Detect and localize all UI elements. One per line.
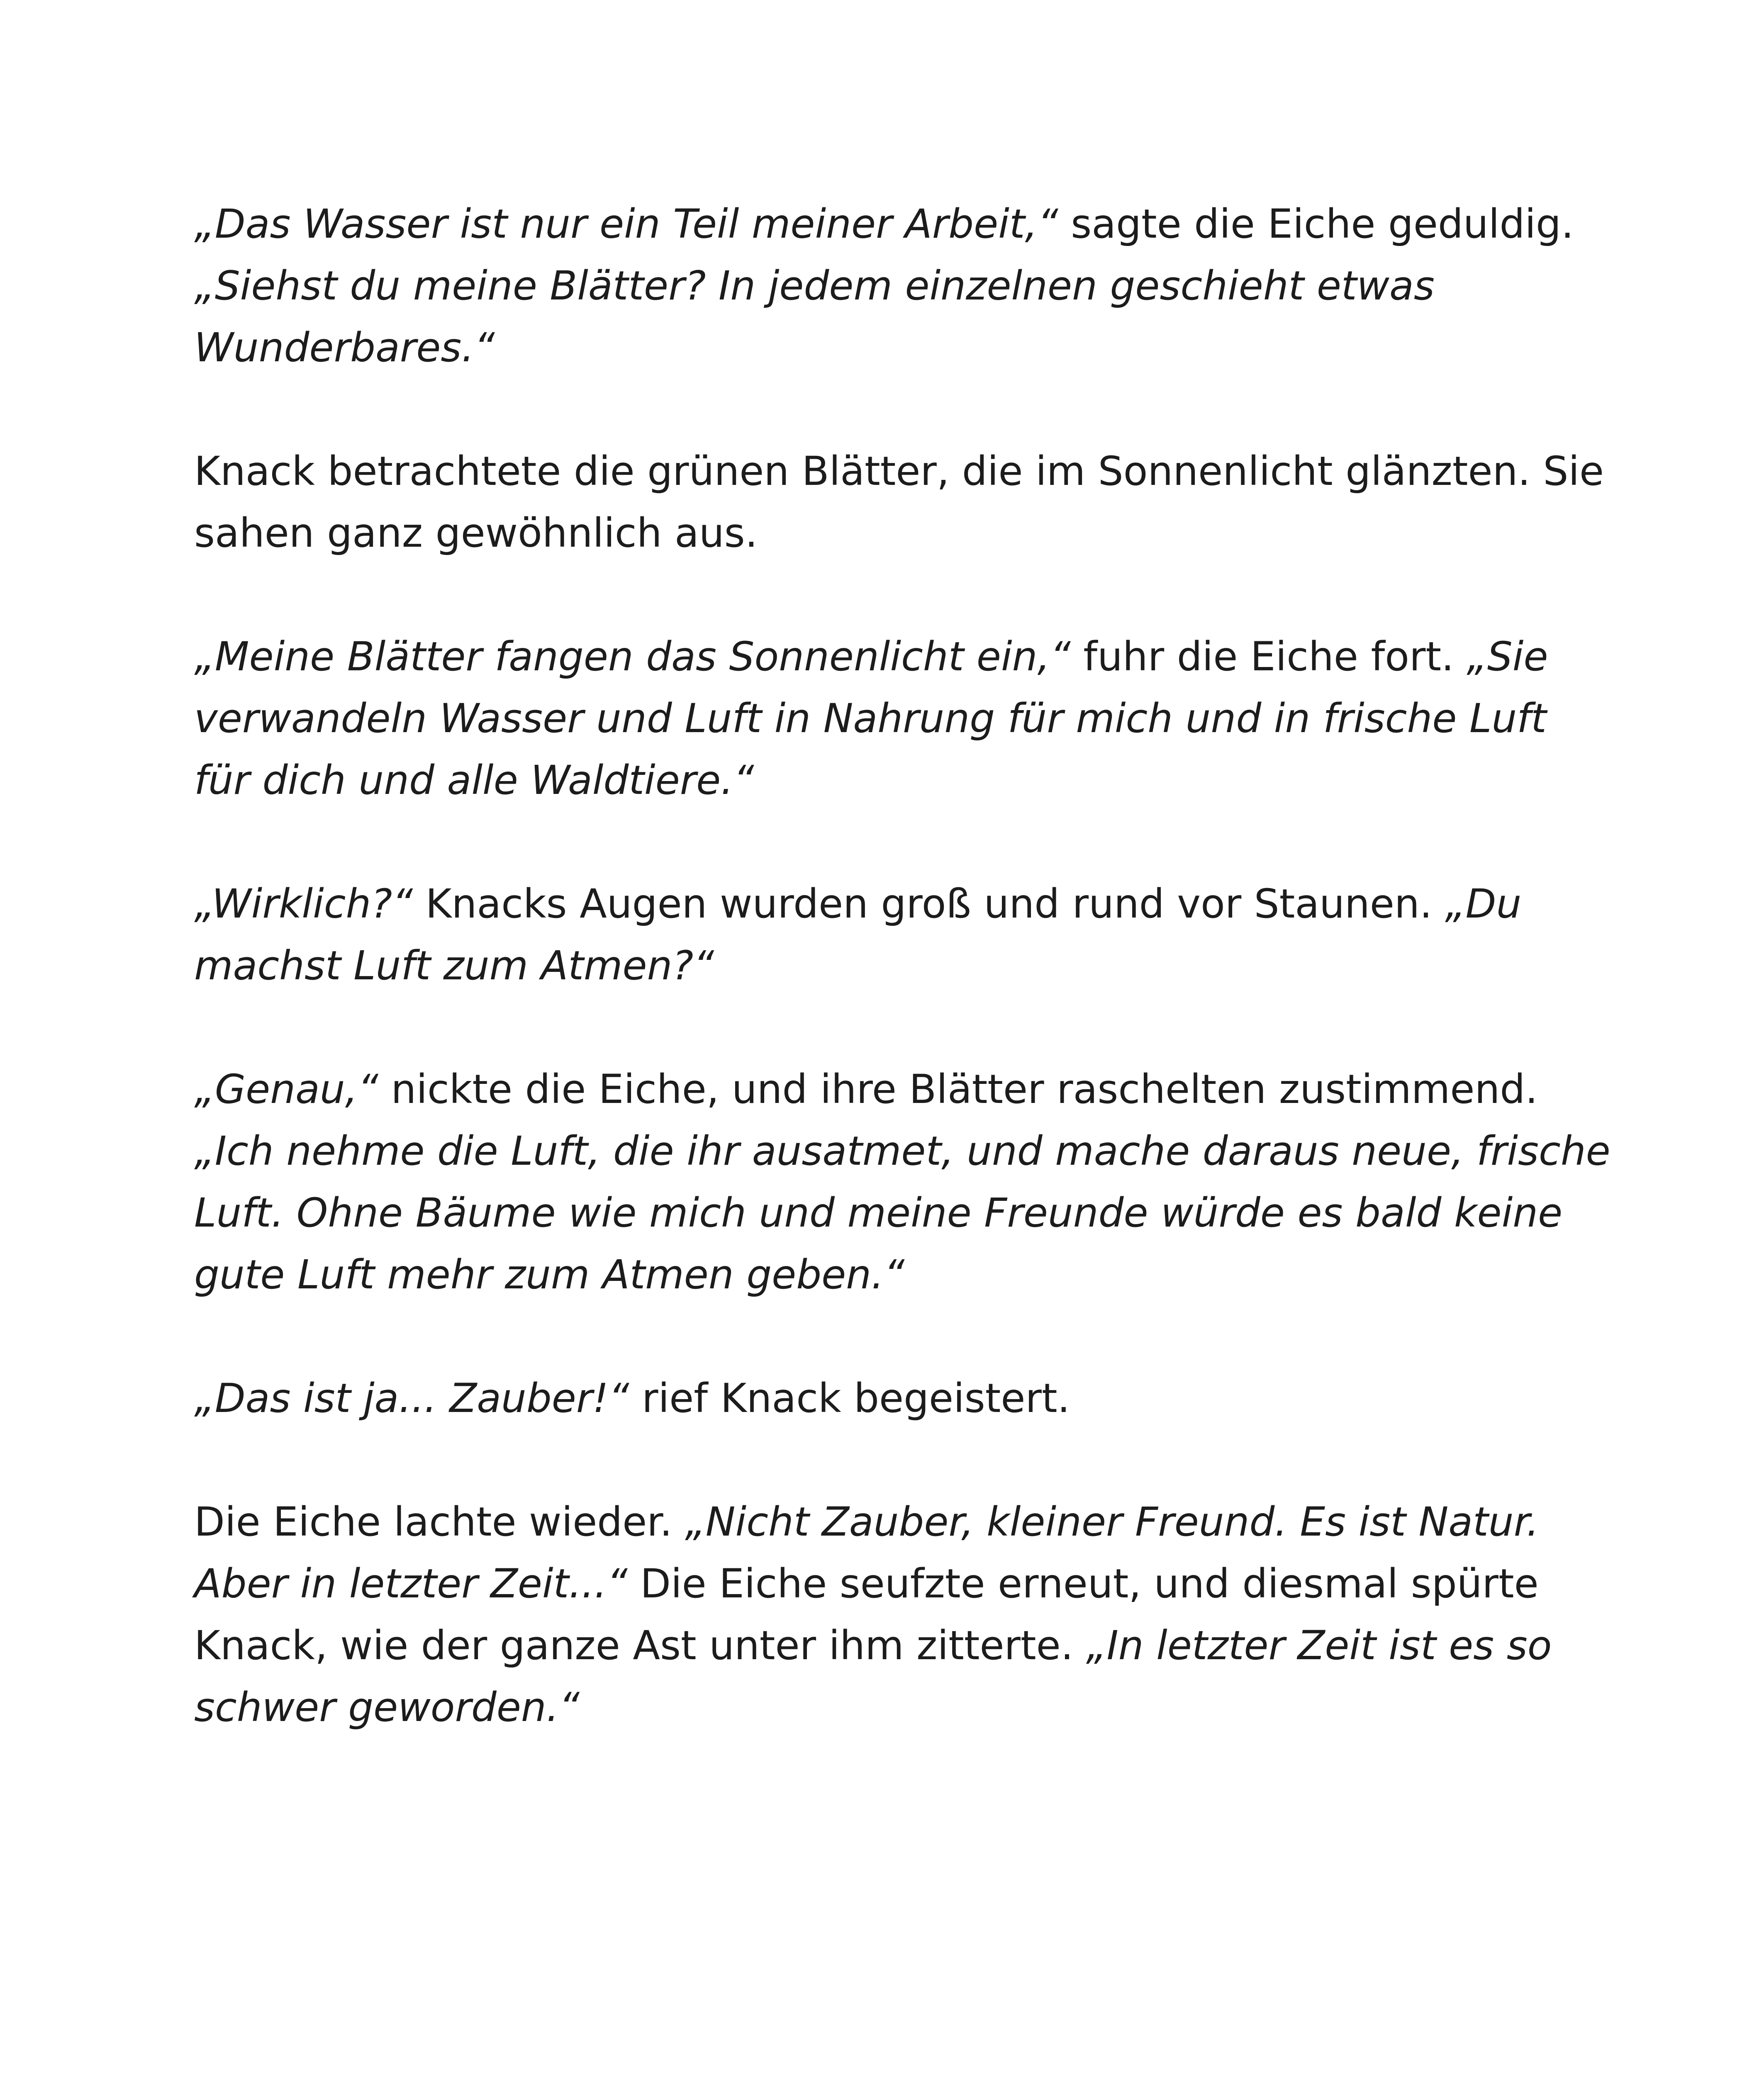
quote: „Siehst du meine Blätter? In jedem einzelnen geschieht etwas Wunderbares.“ <box>194 263 1435 371</box>
narration: nickte die Eiche, und ihre Blätter raschelten zustimmend. <box>378 1066 1538 1112</box>
paragraph-1 <box>194 193 1613 379</box>
story-text <box>194 193 1613 1738</box>
paragraph-6 <box>194 1368 1613 1429</box>
narration: Knacks Augen wurden groß und rund vor Staunen. <box>413 881 1445 927</box>
quote: „Genau,“ <box>194 1066 378 1112</box>
narration: fuhr die Eiche fort. <box>1070 633 1467 680</box>
quote: „Ich nehme die Luft, die ihr ausatmet, und mache daraus neue, frische Luft. Ohne Bäume wie mich und meine Freunde würde es bald keine gute Luft mehr zum Atmen geben.“ <box>194 1128 1611 1298</box>
quote: „Das ist ja... Zauber!“ <box>194 1375 629 1422</box>
narration: sagte die Eiche geduldig. <box>1058 201 1574 247</box>
paragraph-4 <box>194 873 1613 997</box>
narration: rief Knack begeistert. <box>629 1375 1070 1422</box>
narration: Knack betrachtete die grünen Blätter, die im Sonnenlicht glänzten. Sie sahen ganz gewöhnlich aus. <box>194 448 1604 556</box>
quote: „Sie verwandeln Wasser und Luft in Nahrung für mich und in frische Luft für dich und alle Waldtiere.“ <box>194 633 1548 803</box>
paragraph-5 <box>194 1059 1613 1306</box>
narration: Die Eiche lachte wieder. <box>194 1499 685 1545</box>
quote: „In letzter Zeit ist es so schwer geworden.“ <box>194 1622 1552 1731</box>
quote: „Das Wasser ist nur ein Teil meiner Arbeit,“ <box>194 201 1058 247</box>
quote: „Du machst Luft zum Atmen?“ <box>194 881 1522 989</box>
paragraph-2 <box>194 441 1613 564</box>
quote: „Wirklich?“ <box>194 881 413 927</box>
quote: „Nicht Zauber, kleiner Freund. Es ist Natur. Aber in letzter Zeit...“ <box>194 1499 1539 1607</box>
paragraph-7 <box>194 1491 1613 1738</box>
paragraph-3 <box>194 626 1613 811</box>
narration: Die Eiche seufzte erneut, und diesmal spürte Knack, wie der ganze Ast unter ihm zitterte. <box>194 1560 1539 1669</box>
quote: „Meine Blätter fangen das Sonnenlicht ein,“ <box>194 633 1071 680</box>
